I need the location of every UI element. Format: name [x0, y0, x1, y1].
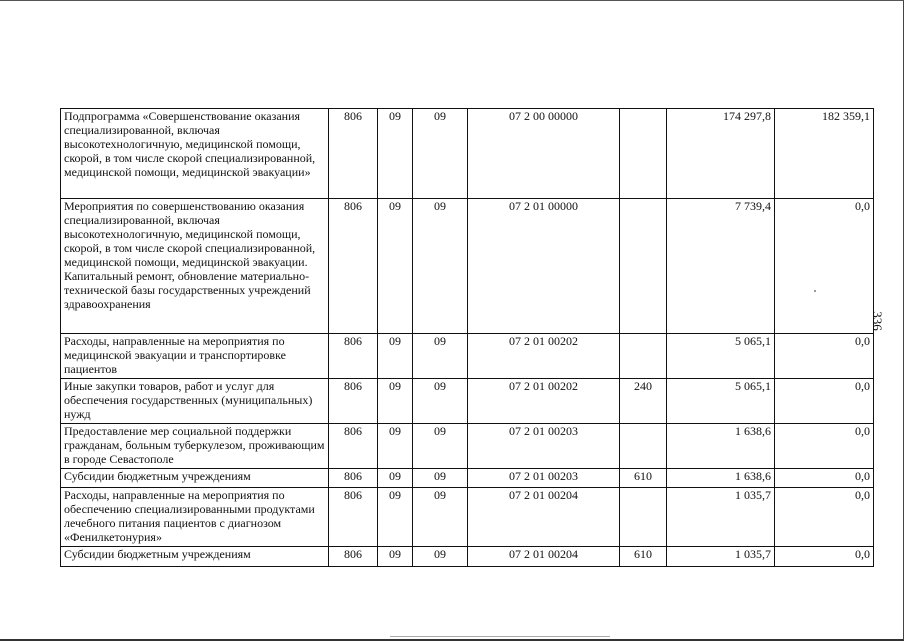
amount-1: 1 638,6	[667, 469, 775, 488]
target-code: 07 2 01 00203	[468, 424, 620, 469]
amount-1: 5 065,1	[667, 334, 775, 379]
expense-type-code	[620, 109, 667, 199]
row-name: Расходы, направленные на мероприятия по медицинской эвакуации и транспортировке пациентов	[61, 334, 329, 379]
subsection-code: 09	[413, 379, 468, 424]
section-code: 09	[378, 199, 413, 334]
amount-2: 182 359,1	[775, 109, 874, 199]
row-name: Расходы, направленные на мероприятия по обеспечению специализированными продуктами лечебного питания пациентов с диагнозом «Фенилкетонурия»	[61, 488, 329, 547]
subsection-code: 09	[413, 334, 468, 379]
table-row	[61, 109, 874, 199]
amount-2: 0,0	[775, 199, 874, 334]
ministry-code: 806	[329, 334, 378, 379]
subsection-code: 09	[413, 469, 468, 488]
target-code: 07 2 01 00204	[468, 547, 620, 567]
scan-speck	[814, 290, 816, 292]
expense-type-code	[620, 424, 667, 469]
amount-1: 1 035,7	[667, 547, 775, 567]
ministry-code: 806	[329, 547, 378, 567]
section-code: 09	[378, 379, 413, 424]
amount-1: 7 739,4	[667, 199, 775, 334]
table-row	[61, 424, 874, 469]
page-number: 336	[870, 311, 885, 331]
budget-table	[60, 108, 874, 567]
section-code: 09	[378, 424, 413, 469]
subsection-code: 09	[413, 547, 468, 567]
amount-2: 0,0	[775, 334, 874, 379]
table-row	[61, 379, 874, 424]
table-row	[61, 199, 874, 334]
expense-type-code	[620, 334, 667, 379]
expense-type-code: 240	[620, 379, 667, 424]
target-code: 07 2 01 00202	[468, 334, 620, 379]
row-name: Мероприятия по совершенствованию оказания специализированной, включая высокотехнологичную, медицинской помощи, скорой, в том числе скорой специализированной, медицинской помощи, медицинской эвакуации. Капитальный ремонт, обновление материально-технической базы государственных учреждений здравоохранения	[61, 199, 329, 334]
target-code: 07 2 01 00000	[468, 199, 620, 334]
section-code: 09	[378, 488, 413, 547]
ministry-code: 806	[329, 488, 378, 547]
amount-2: 0,0	[775, 488, 874, 547]
ministry-code: 806	[329, 379, 378, 424]
ministry-code: 806	[329, 199, 378, 334]
subsection-code: 09	[413, 424, 468, 469]
ministry-code: 806	[329, 469, 378, 488]
row-name: Иные закупки товаров, работ и услуг для обеспечения государственных (муниципальных) нужд	[61, 379, 329, 424]
amount-1: 1 638,6	[667, 424, 775, 469]
subsection-code: 09	[413, 199, 468, 334]
target-code: 07 2 01 00203	[468, 469, 620, 488]
table-row	[61, 547, 874, 567]
amount-2: 0,0	[775, 379, 874, 424]
table-row	[61, 469, 874, 488]
expense-type-code: 610	[620, 469, 667, 488]
subsection-code: 09	[413, 109, 468, 199]
section-code: 09	[378, 334, 413, 379]
amount-2: 0,0	[775, 424, 874, 469]
section-code: 09	[378, 109, 413, 199]
expense-type-code: 610	[620, 547, 667, 567]
amount-2: 0,0	[775, 469, 874, 488]
amount-1: 174 297,8	[667, 109, 775, 199]
row-name: Подпрограмма «Совершенствование оказания специализированной, включая высокотехнологичную, медицинской помощи, скорой, в том числе скорой специализированной, медицинской помощи, медицинской эвакуации»	[61, 109, 329, 199]
row-name: Предоставление мер социальной поддержки гражданам, больным туберкулезом, проживающим в городе Севастополе	[61, 424, 329, 469]
section-code: 09	[378, 469, 413, 488]
amount-1: 5 065,1	[667, 379, 775, 424]
ministry-code: 806	[329, 424, 378, 469]
scan-artifact-line	[390, 636, 610, 637]
expense-type-code	[620, 488, 667, 547]
section-code: 09	[378, 547, 413, 567]
table-row	[61, 334, 874, 379]
row-name: Субсидии бюджетным учреждениям	[61, 547, 329, 567]
target-code: 07 2 01 00204	[468, 488, 620, 547]
subsection-code: 09	[413, 488, 468, 547]
amount-1: 1 035,7	[667, 488, 775, 547]
target-code: 07 2 01 00202	[468, 379, 620, 424]
expense-type-code	[620, 199, 667, 334]
table-row	[61, 488, 874, 547]
ministry-code: 806	[329, 109, 378, 199]
amount-2: 0,0	[775, 547, 874, 567]
target-code: 07 2 00 00000	[468, 109, 620, 199]
row-name: Субсидии бюджетным учреждениям	[61, 469, 329, 488]
